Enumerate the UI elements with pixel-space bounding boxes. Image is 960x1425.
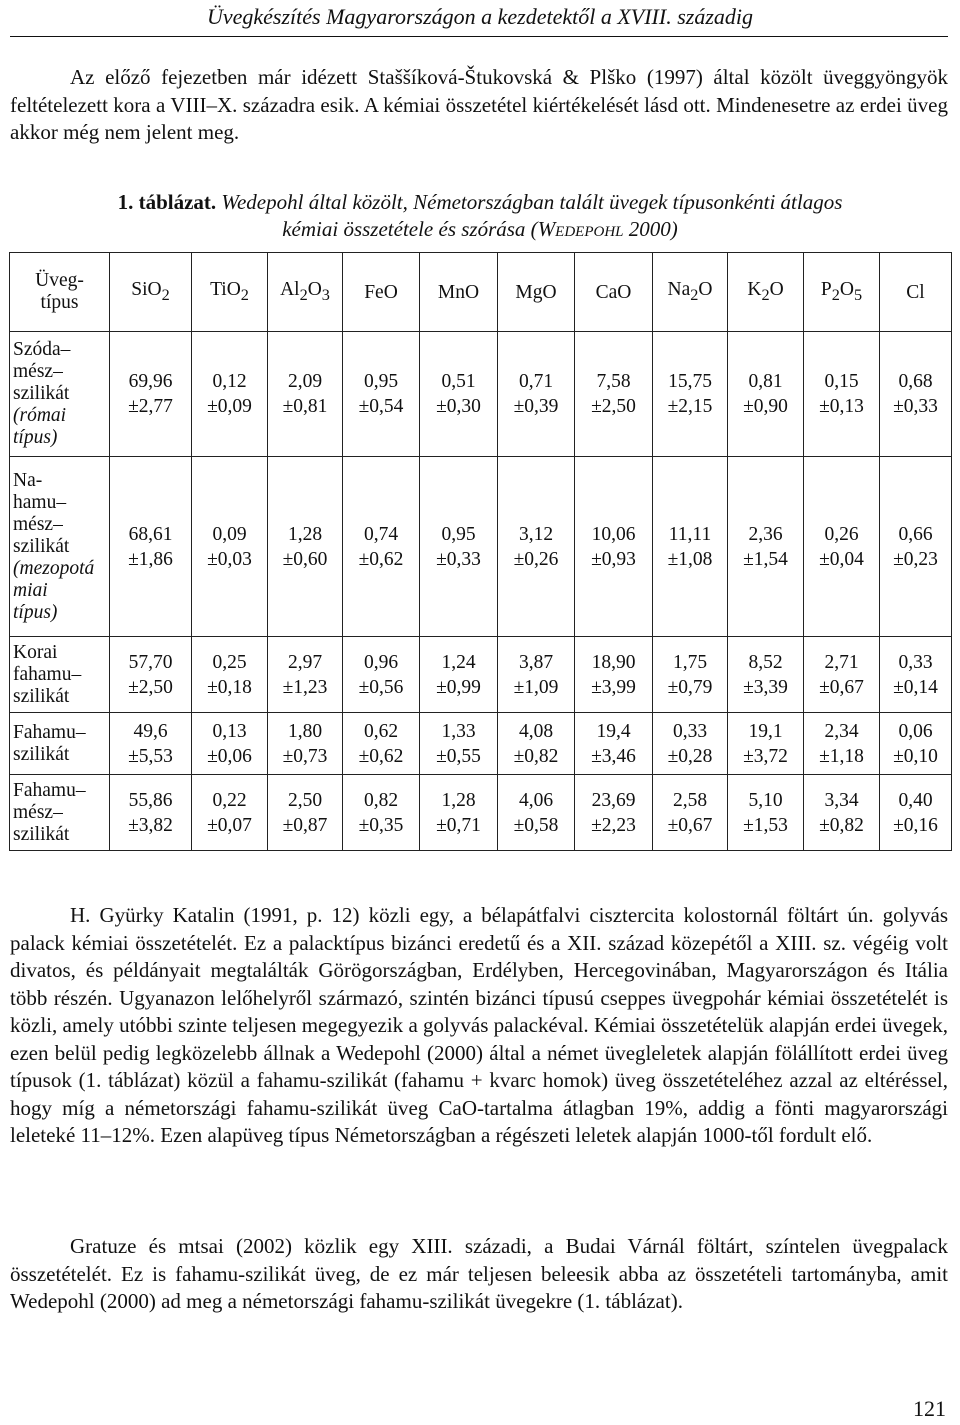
table-cell (880, 637, 952, 713)
cell-sd: ±1,53 (743, 814, 788, 836)
cell-mean: 0,12 (212, 371, 247, 392)
cell-sd: ±0,55 (436, 745, 481, 767)
cell-mean: 3,87 (518, 651, 554, 673)
cell-sd: ±0,93 (591, 548, 636, 570)
cell-sd: ±0,54 (358, 396, 404, 417)
table-cell (653, 713, 728, 775)
row-label: Fahamu– szilikát (10, 713, 110, 775)
cell-mean: 1,33 (441, 720, 476, 742)
table-caption-author: Wedepohl (537, 217, 624, 241)
table-cell (343, 713, 420, 775)
row-label: Szóda– mész– szilikát (római típus) (10, 332, 110, 457)
table-cell (575, 713, 653, 775)
table-cell (728, 713, 804, 775)
cell-mean: 55,86 (128, 789, 173, 811)
cell-sd: ±1,09 (513, 676, 559, 698)
table-cell (343, 637, 420, 713)
cell-mean: 2,58 (672, 789, 708, 811)
cell-mean: 1,28 (441, 789, 476, 811)
cell-mean: 0,13 (212, 720, 247, 742)
header-compound-3: FeO (343, 253, 420, 332)
table-caption (30, 189, 930, 243)
cell-sd: ±0,62 (358, 548, 404, 570)
table-row (10, 457, 952, 637)
header-compound-0: SiO$_2$ (110, 253, 192, 332)
cell-sd: ±0,62 (358, 745, 404, 767)
table-cell (420, 775, 498, 851)
header-compound-10: Cl (880, 253, 952, 332)
header-compound-4: MnO (420, 253, 498, 332)
cell-mean: 0,22 (212, 789, 247, 811)
cell-mean: 1,75 (672, 651, 708, 673)
cell-mean: 0,51 (441, 371, 476, 392)
cell-mean: 5,10 (748, 789, 783, 811)
cell-mean: 0,09 (212, 523, 247, 545)
cell-sd: ±0,07 (207, 814, 252, 836)
cell-mean: 19,1 (748, 720, 783, 742)
table-cell (653, 457, 728, 637)
table-row (10, 713, 952, 775)
cell-sd: ±1,08 (667, 548, 713, 570)
table-cell (498, 775, 575, 851)
table-caption-number: 1. táblázat. (117, 190, 217, 214)
cell-sd: ±0,82 (513, 745, 559, 767)
table-cell (880, 775, 952, 851)
body-paragraph-2 (10, 1233, 948, 1316)
cell-sd: ±0,67 (667, 814, 713, 836)
table-cell (268, 457, 343, 637)
cell-sd: ±0,23 (893, 548, 938, 570)
cell-sd: ±1,54 (743, 548, 788, 570)
cell-mean: 0,26 (824, 523, 859, 545)
cell-mean: 0,95 (441, 523, 476, 545)
header-compound-1: TiO$_2$ (192, 253, 268, 332)
table-cell (268, 713, 343, 775)
table-caption-line1: Wedepohl által közölt, Németországban talált üvegek típusonkénti átlagos (221, 190, 843, 214)
cell-mean: 1,80 (287, 720, 323, 742)
cell-sd: ±3,39 (743, 676, 788, 698)
cell-mean: 7,58 (596, 371, 631, 392)
body-paragraph-1 (10, 902, 948, 1150)
table-cell (192, 637, 268, 713)
cell-sd: ±2,15 (667, 396, 713, 417)
cell-mean: 3,12 (518, 523, 554, 545)
table-cell (498, 457, 575, 637)
cell-mean: 49,6 (133, 720, 168, 742)
cell-mean: 0,74 (363, 523, 399, 545)
table-cell (420, 637, 498, 713)
cell-sd: ±0,35 (358, 814, 404, 836)
table-cell (653, 637, 728, 713)
cell-sd: ±0,33 (893, 396, 938, 417)
cell-sd: ±1,18 (819, 745, 864, 767)
table-cell (498, 332, 575, 457)
cell-sd: ±0,81 (282, 396, 328, 417)
cell-sd: ±0,10 (893, 745, 938, 767)
cell-sd: ±0,28 (667, 745, 713, 767)
table-cell (728, 775, 804, 851)
table-cell (192, 775, 268, 851)
cell-sd: ±1,23 (282, 676, 328, 698)
cell-sd: ±2,23 (591, 814, 636, 836)
table-cell (804, 637, 880, 713)
glass-composition-table (9, 252, 952, 851)
table-cell (804, 332, 880, 457)
cell-mean: 23,69 (591, 789, 636, 811)
cell-mean: 8,52 (748, 651, 783, 673)
intro-paragraph (10, 64, 948, 147)
table-cell (268, 332, 343, 457)
table-cell (804, 457, 880, 637)
table-cell (420, 457, 498, 637)
table-cell (110, 637, 192, 713)
table-cell (192, 713, 268, 775)
header-compound-5: MgO (498, 253, 575, 332)
table-cell (192, 332, 268, 457)
cell-sd: ±2,77 (128, 396, 173, 417)
cell-mean: 2,34 (824, 720, 859, 742)
table-cell (653, 775, 728, 851)
cell-sd: ±0,39 (513, 396, 559, 417)
page-number: 121 (913, 1396, 946, 1421)
table-cell (575, 775, 653, 851)
cell-mean: 0,82 (363, 789, 399, 811)
row-label: Na- hamu– mész– szilikát (mezopotá miai típus) (10, 457, 110, 637)
cell-mean: 0,06 (898, 720, 933, 742)
header-glass-type: Üveg- típus (10, 253, 110, 332)
cell-sd: ±0,18 (207, 676, 252, 698)
table-cell (498, 713, 575, 775)
cell-sd: ±0,16 (893, 814, 938, 836)
cell-sd: ±3,72 (743, 745, 788, 767)
cell-mean: 0,15 (824, 371, 859, 392)
table-cell (192, 457, 268, 637)
cell-mean: 2,09 (287, 371, 323, 392)
table-row (10, 775, 952, 851)
table-cell (110, 332, 192, 457)
cell-sd: ±0,26 (513, 548, 559, 570)
cell-sd: ±0,71 (436, 814, 481, 836)
running-head: Üvegkészítés Magyarországon a kezdetektől a XVIII. századig (206, 4, 753, 29)
cell-mean: 68,61 (128, 523, 173, 545)
table-cell (343, 332, 420, 457)
table-row (10, 332, 952, 457)
header-compound-8: $K_2O$ (728, 253, 804, 332)
cell-mean: 57,70 (128, 651, 173, 673)
header-compound-7: $Na_2O$ (653, 253, 728, 332)
header-compound-6: CaO (575, 253, 653, 332)
cell-sd: ±0,04 (819, 548, 864, 570)
intro-paragraph-text: Az előző fejezetben már idézett Staššíková-Štukovská & Plško (1997) által közölt üveggyöngyök feltételezett kora a VIII–X. századra esik. A kémiai összetétel kiértékelését lásd ott. Mindenesetre az erdei üveg akkor még nem jelent meg. (10, 65, 948, 144)
table-cell (575, 332, 653, 457)
cell-sd: ±3,82 (128, 814, 173, 836)
cell-sd: ±0,06 (207, 745, 252, 767)
cell-sd: ±0,03 (207, 548, 252, 570)
row-label: Fahamu– mész– szilikát (10, 775, 110, 851)
table-cell (728, 332, 804, 457)
cell-mean: 2,50 (287, 789, 323, 811)
cell-sd: ±3,99 (591, 676, 636, 698)
cell-sd: ±0,67 (819, 676, 864, 698)
cell-sd: ±0,73 (282, 745, 328, 767)
header-compound-2: $Al_2O_3$ (268, 253, 343, 332)
cell-mean: 2,97 (287, 651, 323, 673)
cell-mean: 0,25 (212, 651, 247, 673)
cell-mean: 0,40 (898, 789, 933, 811)
table-header-row (10, 253, 952, 332)
cell-mean: 2,36 (748, 523, 783, 545)
table-cell (575, 457, 653, 637)
cell-mean: 18,90 (591, 651, 636, 673)
cell-mean: 15,75 (668, 371, 712, 392)
row-label: Korai fahamu– szilikát (10, 637, 110, 713)
cell-sd: ±5,53 (128, 745, 173, 767)
cell-sd: ±0,87 (282, 814, 328, 836)
table-caption-line2-post: 2000) (623, 217, 678, 241)
cell-mean: 0,33 (898, 651, 933, 673)
cell-sd: ±0,82 (819, 814, 864, 836)
cell-mean: 1,28 (287, 523, 323, 545)
header-rule (10, 36, 948, 37)
cell-sd: ±0,30 (436, 396, 481, 417)
table-cell (880, 713, 952, 775)
header-compound-9: $P_2O_5$ (804, 253, 880, 332)
table-cell (728, 457, 804, 637)
cell-mean: 0,71 (518, 371, 554, 392)
body-paragraph-1-text: H. Gyürky Katalin (1991, p. 12) közli egy, a bélapátfalvi cisztercita kolostornál föltárt ún. golyvás palack kémiai összetételét. Ez a palacktípus bizánci eredetű és a XII. század közepétől a XIII. sz. végéig volt divatos, és példányait megtalálták Görögországban, Erdélyben, Hercegovinában, Magyarországon és Itália több részén. Ugyanazon lelőhelyről származó, szintén bizánci típusú cseppes üvegpohár kémiai összetételét is közli, amely utóbbi szinte teljesen megegyezik a golyvás palackéval. Kémiai összetételük alapján erdei üvegek, ezen belül pedig legközelebb állnak a Wedepohl (2000) által a német üvegleletek alapján fölállított erdei üveg típusok (1. táblázat) közül a fahamu-szilikát (fahamu + kvarc homok) üveg összetételéhez azzal az eltéréssel, hogy míg a németországi fahamu-szilikát üveg CaO-tartalma átlagban 19%, addig a fönti magyarországi leleteké 11–12%. Ezen alapüveg típus Németországban a régészeti leletek alapján 1000-től fordult elő. (10, 903, 948, 1147)
table-cell (268, 637, 343, 713)
table-cell (110, 457, 192, 637)
cell-mean: 0,96 (363, 651, 399, 673)
cell-sd: ±2,50 (128, 676, 173, 698)
table-cell (880, 332, 952, 457)
table-row (10, 637, 952, 713)
table-cell (653, 332, 728, 457)
cell-sd: ±2,50 (591, 396, 636, 417)
cell-mean: 3,34 (824, 789, 859, 811)
cell-mean: 0,62 (363, 720, 399, 742)
table-cell (343, 457, 420, 637)
cell-mean: 2,71 (824, 651, 859, 673)
cell-mean: 4,06 (518, 789, 554, 811)
table-cell (343, 775, 420, 851)
table-cell (420, 332, 498, 457)
cell-sd: ±0,60 (282, 548, 328, 570)
cell-sd: ±0,56 (358, 676, 404, 698)
table-cell (728, 637, 804, 713)
cell-sd: ±0,79 (667, 676, 713, 698)
cell-mean: 19,4 (596, 720, 631, 742)
cell-sd: ±0,09 (207, 396, 252, 417)
table-cell (110, 775, 192, 851)
table-cell (575, 637, 653, 713)
table-cell (880, 457, 952, 637)
table-cell (804, 775, 880, 851)
table-cell (420, 713, 498, 775)
cell-mean: 0,81 (748, 371, 783, 392)
cell-sd: ±0,99 (436, 676, 481, 698)
cell-mean: 0,95 (363, 371, 399, 392)
cell-sd: ±0,33 (436, 548, 481, 570)
table-cell (498, 637, 575, 713)
table-cell (110, 713, 192, 775)
cell-mean: 4,08 (518, 720, 554, 742)
table-cell (268, 775, 343, 851)
cell-sd: ±0,14 (893, 676, 938, 698)
cell-mean: 0,68 (898, 371, 933, 392)
cell-sd: ±0,13 (819, 396, 864, 417)
cell-mean: 11,11 (668, 523, 712, 545)
cell-mean: 69,96 (128, 371, 173, 392)
table-caption-line2-pre: kémiai összetétele és szórása ( (282, 217, 538, 241)
cell-mean: 1,24 (441, 651, 476, 673)
cell-mean: 10,06 (591, 523, 636, 545)
cell-mean: 0,66 (898, 523, 933, 545)
cell-mean: 0,33 (672, 720, 708, 742)
body-paragraph-2-text: Gratuze és mtsai (2002) közlik egy XIII. századi, a Budai Várnál föltárt, színtelen üvegpalack összetételét. Ez is fahamu-szilikát üveg, de ez már teljesen beleesik abba az összetételi tartományba, amit Wedepohl (2000) ad meg a németországi fahamu-szilikát üvegekre (1. táblázat). (10, 1234, 948, 1313)
cell-sd: ±0,90 (743, 396, 788, 417)
table-cell (804, 713, 880, 775)
cell-sd: ±1,86 (128, 548, 173, 570)
cell-sd: ±3,46 (591, 745, 636, 767)
cell-sd: ±0,58 (513, 814, 559, 836)
